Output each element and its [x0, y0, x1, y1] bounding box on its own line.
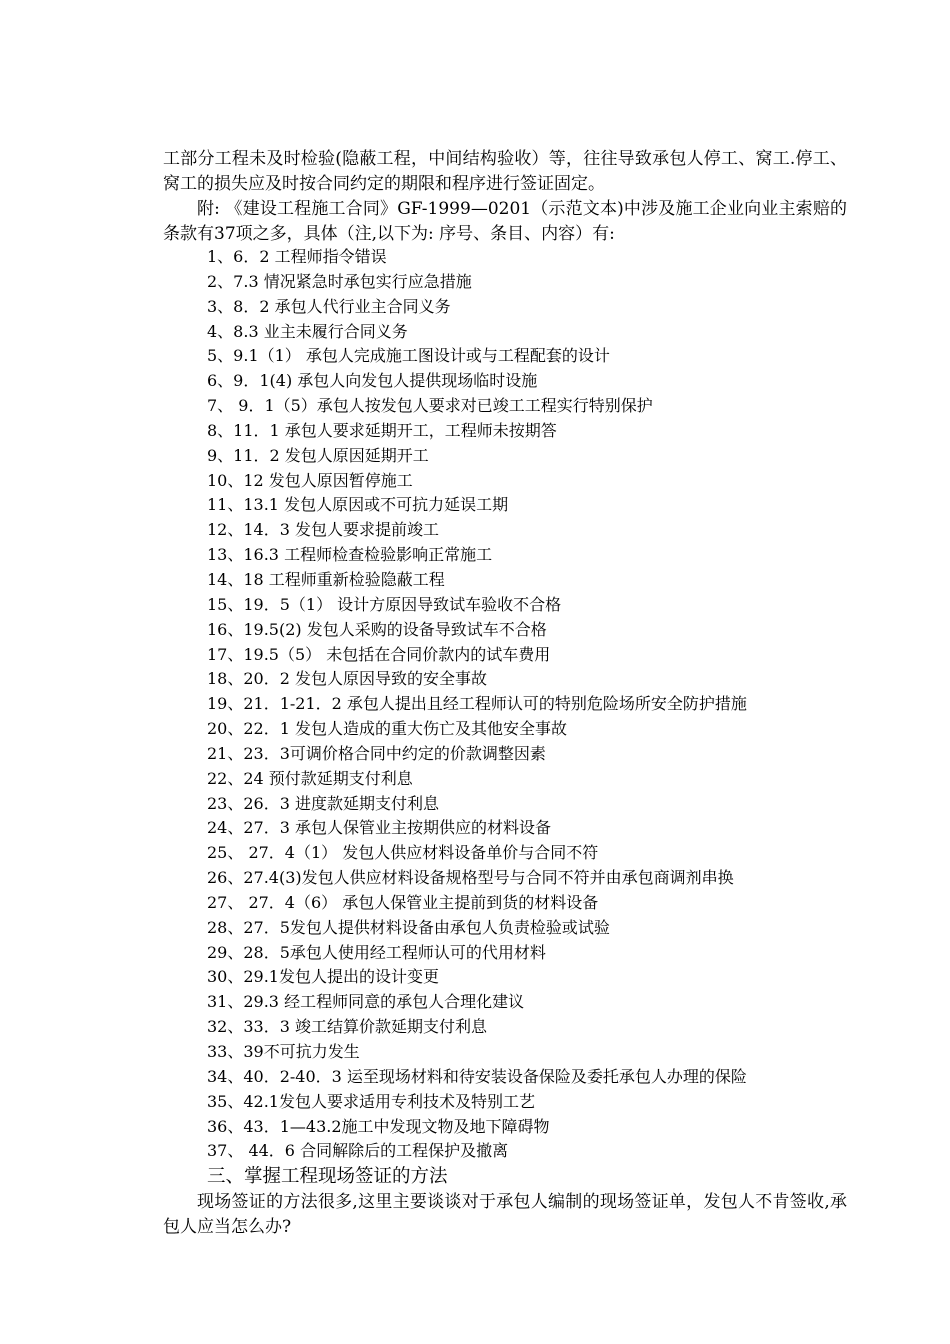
clause-item: 21、23．3可调价格合同中约定的价款调整因素	[207, 743, 546, 763]
clause-item: 10、12 发包人原因暂停施工	[207, 470, 413, 490]
clause-item: 17、19.5（5） 未包括在合同价款内的试车费用	[207, 644, 551, 664]
clause-item: 27、 27．4（6） 承包人保管业主提前到货的材料设备	[207, 892, 599, 912]
clause-item: 7、 9．1（5）承包人按发包人要求对已竣工工程实行特别保护	[207, 396, 653, 416]
clause-item: 13、16.3 工程师检查检验影响正常施工	[207, 545, 493, 565]
clause-item: 19、21．1-21．2 承包人提出且经工程师认可的特别危险场所安全防护措施	[207, 694, 747, 714]
section-heading: 三、掌握工程现场签证的方法	[207, 1166, 448, 1187]
intro-paragraph: 工部分工程未及时检验(隐蔽工程，中间结构验收）等，往往导致承包人停工、窝工.停工、窝工的损失应及时按合同约定的期限和程序进行签证固定。	[163, 149, 847, 194]
clause-item: 18、20．2 发包人原因导致的安全事故	[207, 669, 487, 689]
clause-item: 31、29.3 经工程师同意的承包人合理化建议	[207, 992, 525, 1012]
clause-item: 2、7.3 情况紧急时承包实行应急措施	[207, 271, 472, 291]
clause-item: 22、24 预付款延期支付利息	[207, 768, 413, 788]
clause-item: 35、42.1发包人要求适用专利技术及特别工艺	[207, 1091, 535, 1111]
clause-item: 30、29.1发包人提出的设计变更	[207, 967, 439, 987]
clause-item: 36、43．1—43.2施工中发现文物及地下障碍物	[207, 1116, 550, 1136]
clause-item: 37、 44．6 合同解除后的工程保护及撤离	[207, 1141, 509, 1161]
clause-item: 9、11．2 发包人原因延期开工	[207, 445, 429, 465]
clause-item: 23、26．3 进度款延期支付利息	[207, 793, 439, 813]
claim-clause-list	[207, 245, 867, 1164]
clause-item: 6、9．1(4) 承包人向发包人提供现场临时设施	[207, 371, 538, 391]
clause-item: 12、14．3 发包人要求提前竣工	[207, 520, 439, 540]
clause-item: 5、9.1（1） 承包人完成施工图设计或与工程配套的设计	[207, 346, 610, 366]
clause-item: 33、39不可抗力发生	[207, 1042, 360, 1061]
clause-item: 15、19．5（1） 设计方原因导致试车验收不合格	[207, 594, 562, 614]
clause-item: 3、8．2 承包人代行业主合同义务	[207, 296, 451, 316]
clause-item: 16、19.5(2) 发包人采购的设备导致试车不合格	[207, 619, 547, 639]
clause-item: 26、27.4(3)发包人供应材料设备规格型号与合同不符并由承包商调剂串换	[207, 868, 734, 888]
clause-item: 25、 27．4（1） 发包人供应材料设备单价与合同不符	[207, 843, 599, 863]
clause-item: 8、11．1 承包人要求延期开工，工程师未按期答	[207, 420, 557, 440]
clause-item: 4、8.3 业主未履行合同义务	[207, 321, 408, 341]
clause-item: 32、33．3 竣工结算价款延期支付利息	[207, 1017, 487, 1037]
method-paragraph: 现场签证的方法很多,这里主要谈谈对于承包人编制的现场签证单，发包人不肯签收,承包人应当怎么办?	[163, 1192, 847, 1237]
clause-item: 34、40．2-40．3 运至现场材料和待安装设备保险及委托承包人办理的保险	[207, 1066, 747, 1086]
clause-item: 11、13.1 发包人原因或不可抗力延误工期	[207, 495, 509, 515]
clause-item: 1、6．2 工程师指令错误	[207, 247, 387, 266]
clause-item: 24、27．3 承包人保管业主按期供应的材料设备	[207, 818, 551, 838]
clause-item: 29、28．5承包人使用经工程师认可的代用材料	[207, 942, 546, 962]
clause-item: 14、18 工程师重新检验隐蔽工程	[207, 569, 445, 589]
appendix-paragraph: 附: 《建设工程施工合同》GF-1999—0201（示范文本)中涉及施工企业向业主索赔的条款有37项之多，具体（注,以下为: 序号、条目、内容）有:	[163, 199, 847, 244]
clause-item: 28、27．5发包人提供材料设备由承包人负责检验或试验	[207, 917, 610, 937]
clause-item: 20、22．1 发包人造成的重大伤亡及其他安全事故	[207, 719, 567, 739]
